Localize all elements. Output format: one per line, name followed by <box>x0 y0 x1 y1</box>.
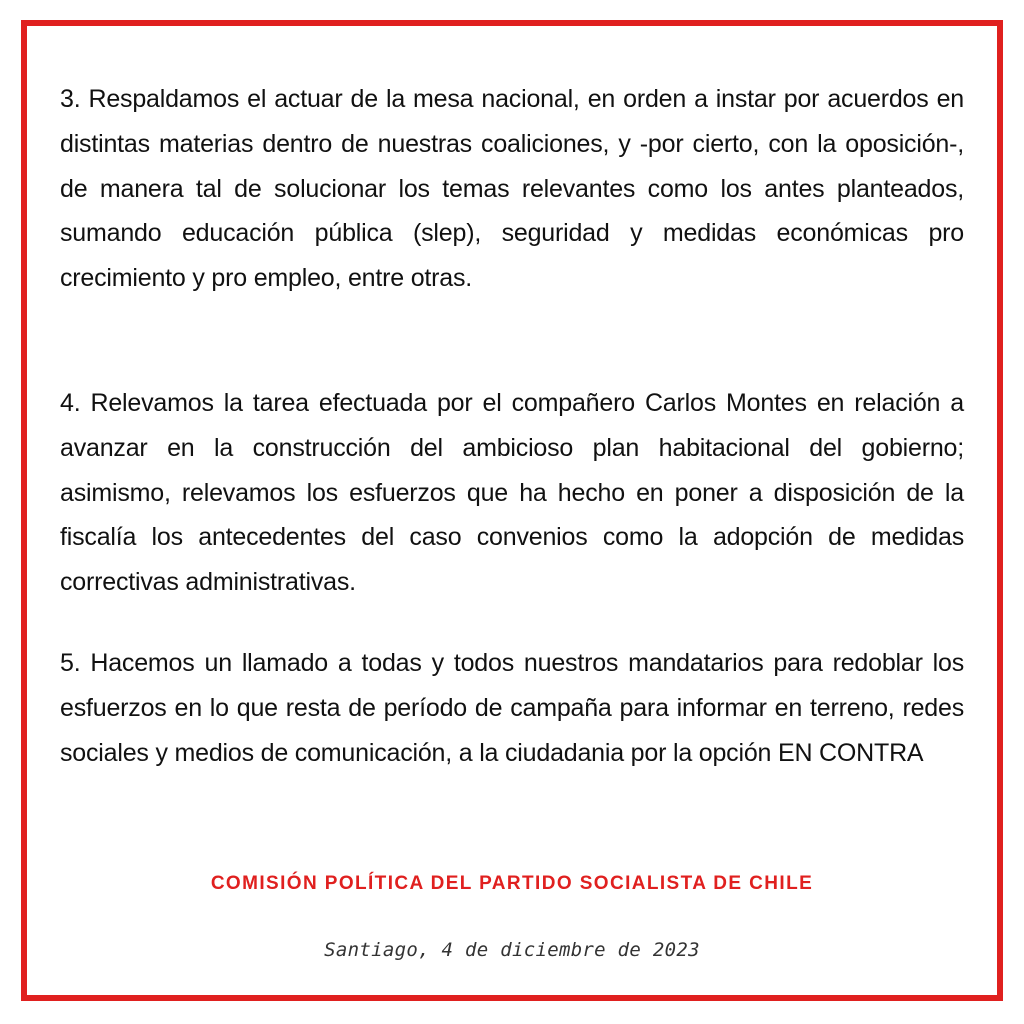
signature: COMISIÓN POLÍTICA DEL PARTIDO SOCIALISTA DE CHILE <box>210 873 814 894</box>
paragraph-5: 5. Hacemos un llamado a todas y todos nuestros mandatarios para redoblar los esfuerzos en lo que resta de período de campaña para informar en terreno, redes sociales y medios de comunicación, a la ciudadania por la opción EN CONTRA <box>60 649 964 767</box>
paragraph-3: 3. Respaldamos el actuar de la mesa nacional, en orden a instar por acuerdos en distintas materias dentro de nuestras coaliciones, y -por cierto, con la oposición-, de manera tal de solucionar los temas relevantes como los antes planteados, sumando educación pública (slep), seguridad y medidas económicas pro crecimiento y pro empleo, entre otras. <box>60 85 964 293</box>
dateline: Santiago, 4 de diciembre de 2023 <box>324 939 700 961</box>
paragraph-4: 4. Relevamos la tarea efectuada por el compañero Carlos Montes en relación a avanzar en la construcción del ambicioso plan habitacional del gobierno; asimismo, relevamos los esfuerzos que ha hecho en poner a disposición de la fiscalía los antecedentes del caso convenios como la adopción de medidas correctivas administrativas. <box>60 389 964 597</box>
